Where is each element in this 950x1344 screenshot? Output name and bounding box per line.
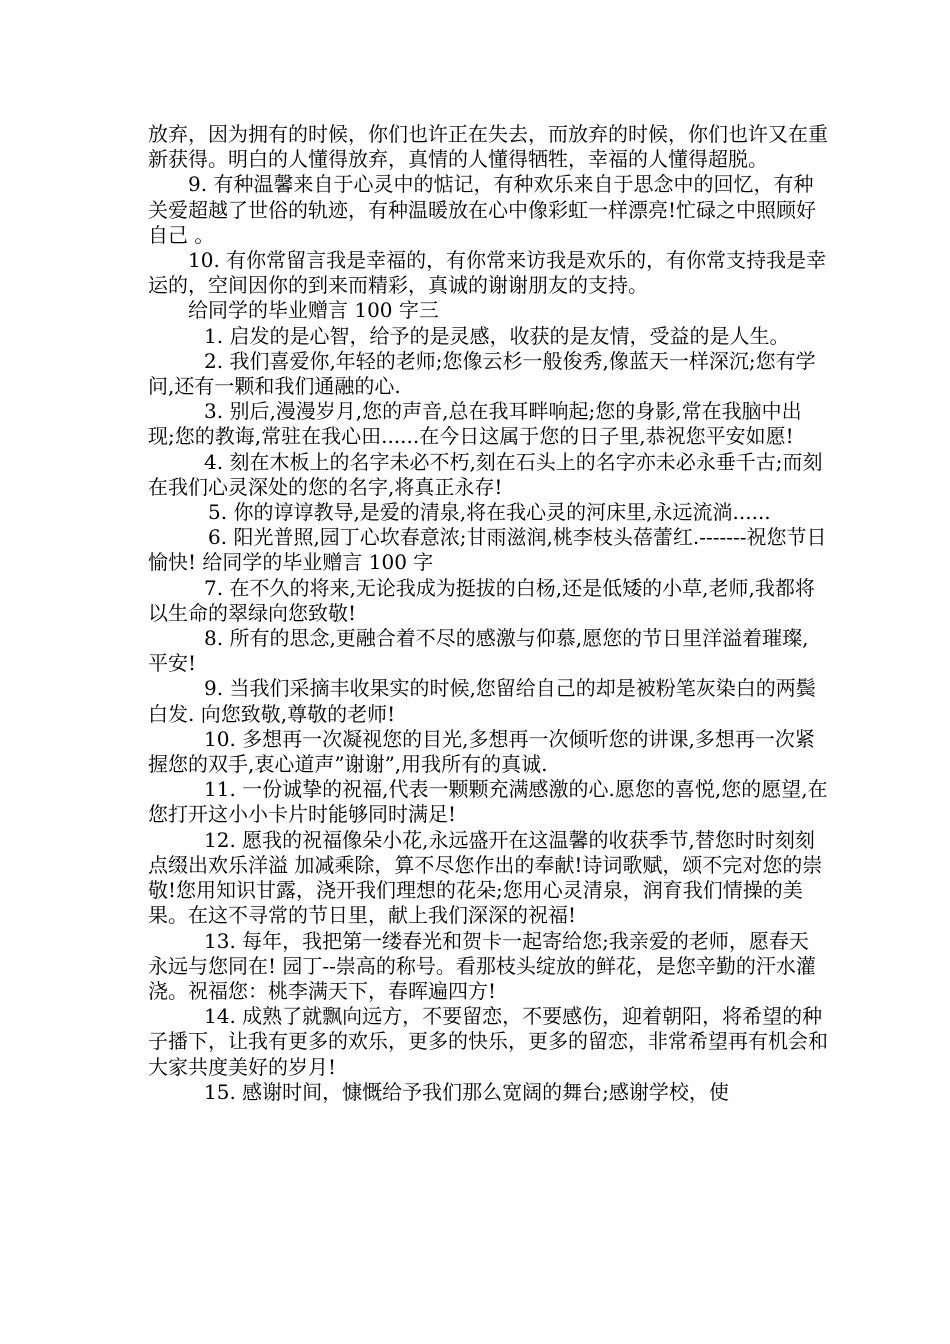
document-body (148, 122, 828, 1105)
paragraph-item-11: 11. 一份诚挚的祝福,代表一颗颗充满感激的心.愿您的喜悦,您的愿望,在您打开这小小卡片时能够同时满足! (148, 777, 828, 827)
paragraph-continuation: 放弃，因为拥有的时候，你们也许正在失去，而放弃的时候，你们也许又在重新获得。明白的人懂得放弃，真情的人懂得牺牲，幸福的人懂得超脱。 (148, 122, 828, 172)
paragraph-item-9b: 9. 当我们采摘丰收果实的时候,您留给自己的却是被粉笔灰染白的两鬓白发. 向您致敬,尊敬的老师! (148, 676, 816, 726)
paragraph-item-9: 9. 有种温馨来自于心灵中的惦记，有种欢乐来自于思念中的回忆，有种关爱超越了世俗的轨迹，有种温暖放在心中像彩虹一样漂亮!忙碌之中照顾好自己 。 (148, 172, 817, 247)
paragraph-item-3: 3. 别后,漫漫岁月,您的声音,总在我耳畔响起;您的身影,常在我脑中出现;您的教诲,常驻在我心田......在今日这属于您的日子里,恭祝您平安如愿! (148, 399, 802, 449)
paragraph-item-10b: 10. 多想再一次凝视您的目光,多想再一次倾听您的讲课,多想再一次紧握您的双手,衷心道声”谢谢”,用我所有的真诚. (148, 726, 815, 777)
paragraph-item-14: 14. 成熟了就飘向远方，不要留恋，不要感伤，迎着朝阳，将希望的种子播下，让我有更多的欢乐，更多的快乐，更多的留恋，非常希望再有机会和大家共度美好的岁月! (148, 1004, 828, 1079)
paragraph-item-12: 12. 愿我的祝福像朵小花,永远盛开在这温馨的收获季节,替您时时刻刻点缀出欢乐洋溢 加减乘除，算不尽您作出的奉献!诗词歌赋，颂不完对您的崇敬!您用知识甘露，浇开我们理想的花朵;您用心灵清泉，润育我们情操的美果。在这不寻常的节日里，献上我们深深的祝福! (148, 827, 823, 928)
paragraph-item-2: 2. 我们喜爱你,年轻的老师;您像云杉一般俊秀,像蓝天一样深沉;您有学问,还有一颗和我们通融的心. (148, 348, 816, 399)
paragraph-item-5: 5. 你的谆谆教导,是爱的清泉,将在我心灵的河床里,永远流淌...... (208, 500, 771, 525)
paragraph-item-1: 1. 启发的是心智，给予的是灵感，收获的是友情，受益的是人生。 (204, 323, 790, 348)
paragraph-item-15: 15. 感谢时间，慷慨给予我们那么宽阔的舞台;感谢学校，使 (204, 1079, 729, 1104)
paragraph-item-13: 13. 每年，我把第一缕春光和贺卡一起寄给您;我亲爱的老师，愿春天永远与您同在! 园丁--崇高的称号。看那枝头绽放的鲜花，是您辛勤的汗水灌浇。祝福您：桃李满天下，春晖遍四方! (148, 928, 816, 1003)
paragraph-item-6: 6. 阳光普照,园丁心坎春意浓;甘雨滋润,桃李枝头蓓蕾红.-------祝您节日愉快! 给同学的毕业赠言 100 字 (148, 525, 827, 575)
section-heading: 给同学的毕业赠言 100 字三 (188, 298, 439, 323)
paragraph-item-7: 7. 在不久的将来,无论我成为挺拔的白杨,还是低矮的小草,老师,我都将以生命的翠绿向您致敬! (148, 575, 815, 625)
paragraph-item-4: 4. 刻在木板上的名字未必不朽,刻在石头上的名字亦未必永垂千古;而刻在我们心灵深处的您的名字,将真正永存! (148, 449, 823, 499)
paragraph-item-8: 8. 所有的思念,更融合着不尽的感激与仰慕,愿您的节日里洋溢着璀璨,平安! (148, 626, 809, 676)
paragraph-item-10: 10. 有你常留言我是幸福的，有你常来访我是欢乐的，有你常支持我是幸运的，空间因你的到来而精彩，真诚的谢谢朋友的支持。 (148, 248, 827, 298)
